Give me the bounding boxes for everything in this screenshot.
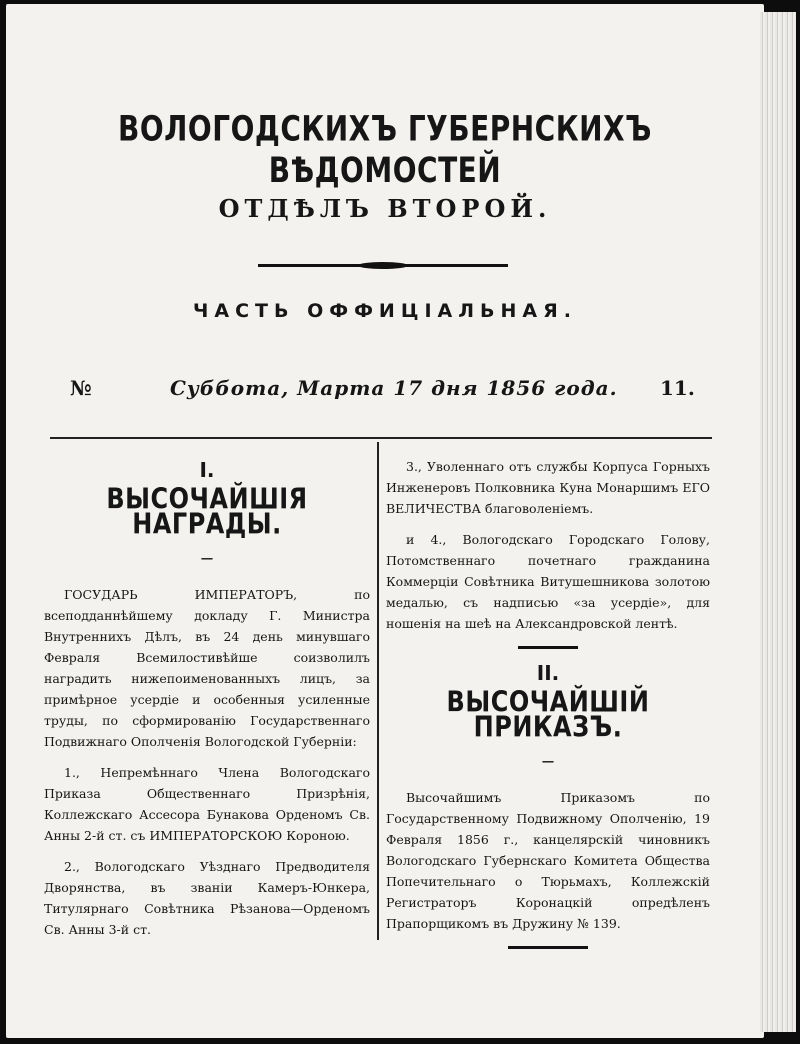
ornament-divider: [258, 264, 508, 267]
left-column: [44, 456, 370, 950]
section-number-1: I.: [199, 458, 215, 482]
ornament-small: [518, 646, 578, 649]
right-column: [386, 456, 710, 963]
dash-separator: —: [200, 550, 214, 565]
issue-number: 11.: [660, 376, 695, 400]
dash-separator-2: —: [541, 753, 555, 768]
section-title: ОТДѢЛЪ ВТОРОЙ.: [218, 194, 552, 223]
part-title: ЧАСТЬ ОФФИЦІАЛЬНАЯ.: [193, 300, 577, 322]
issue-date: Суббота, Марта 17 дня 1856 года.: [170, 376, 618, 400]
award-item-4: и 4., Вологодскаго Городскаго Голову, Потомственнаго почетнаго гражданина Коммерціи Совѣтника Витушешникова золотою медалью, съ надписью «за усердіе», для ношенія на шеѣ на Александровской лентѣ.: [386, 532, 710, 631]
section-number-2: II.: [536, 661, 560, 685]
awards-intro: ГОСУДАРЬ ИМПЕРАТОРЪ, по всеподданнѣйшему докладу Г. Министра Внутреннихъ Дѣлъ, въ 24 день минувшаго Февраля Всемилостивѣйше соизволилъ наградить нижепоименованныхъ лицъ, за примѣрное усердіе и особенныя усиленные труды, по сформированію Государственнаго Подвижнаго Ополченія Вологодской Губерніи:: [44, 587, 370, 749]
order-body: Высочайшимъ Приказомъ по Государственному Подвижному Ополченію, 19 Февраля 1856 г., канцелярскій чиновникъ Вологодскаго Губернскаго Комитета Общества Попечительнаго о Тюрьмахъ, Коллежскій Регистраторъ Коронацкій опредѣленъ Прапорщикомъ въ Дружину № 139.: [386, 790, 710, 931]
award-item-2: 2., Вологодскаго Уѣзднаго Предводителя Дворянства, въ званіи Камеръ-Юнкера, Титулярнаго Совѣтника Рѣзанова—Орденомъ Св. Анны 3-й ст.: [44, 859, 370, 937]
heading-awards: ВЫСОЧАЙШІЯ НАГРАДЫ.: [106, 482, 308, 541]
masthead-title: ВОЛОГОДСКИХЪ ГУБЕРНСКИХЪ ВѢДОМОСТЕЙ: [118, 108, 652, 191]
horizontal-rule: [50, 437, 712, 439]
award-item-3: 3., Уволеннаго отъ службы Корпуса Горныхъ Инженеровъ Полковника Куна Монаршимъ ЕГО ВЕЛИЧЕСТВА благоволеніемъ.: [386, 459, 710, 516]
column-divider: [377, 442, 379, 940]
number-sign: №: [70, 376, 92, 400]
heading-order: ВЫСОЧАЙШІЙ ПРИКАЗЪ.: [446, 685, 650, 744]
ornament-end: [508, 946, 588, 949]
award-item-1: 1., Непремѣннаго Члена Вологодскаго Приказа Общественнаго Призрѣнія, Коллежскаго Ассесора Бунакова Орденомъ Св. Анны 2-й ст. съ ИМПЕРАТОРСКОЮ Короною.: [44, 765, 370, 843]
